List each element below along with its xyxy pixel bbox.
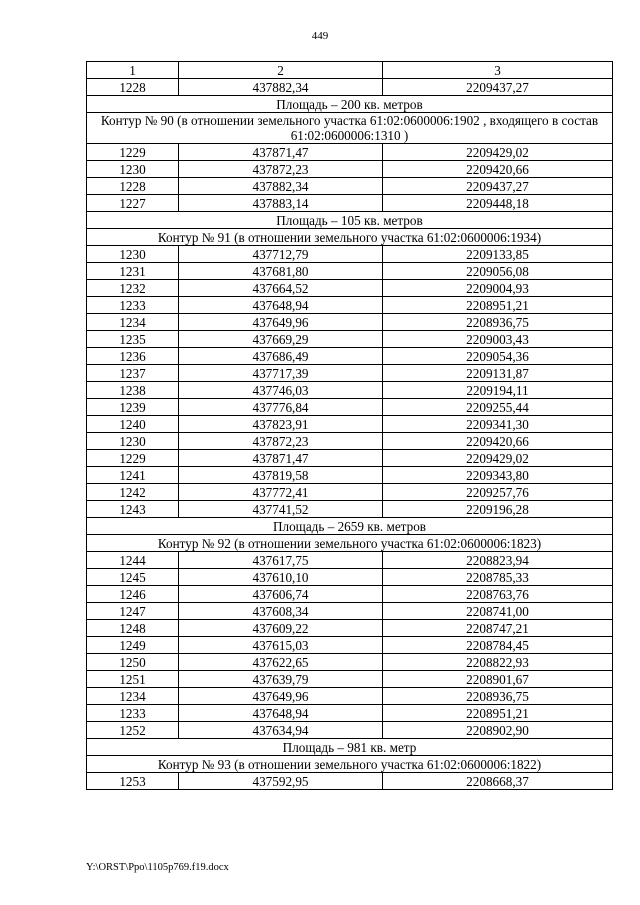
x-coordinate-cell: 437823,91	[179, 416, 383, 433]
x-coordinate-cell: 437717,39	[179, 365, 383, 382]
section-note-row	[87, 96, 613, 113]
section-note-row	[87, 756, 613, 773]
table-row	[87, 280, 613, 297]
x-coordinate-cell: 437648,94	[179, 705, 383, 722]
table-row	[87, 654, 613, 671]
table-row	[87, 246, 613, 263]
x-coordinate-cell: 437609,22	[179, 620, 383, 637]
y-coordinate-cell: 2208822,93	[383, 654, 613, 671]
y-coordinate-cell: 2209255,44	[383, 399, 613, 416]
table-row	[87, 552, 613, 569]
x-coordinate-cell: 437664,52	[179, 280, 383, 297]
y-coordinate-cell: 2208784,45	[383, 637, 613, 654]
y-coordinate-cell: 2208936,75	[383, 314, 613, 331]
point-number-cell: 1230	[87, 246, 179, 263]
y-coordinate-cell: 2209341,30	[383, 416, 613, 433]
table-row	[87, 603, 613, 620]
table-row	[87, 79, 613, 96]
point-number-cell: 1247	[87, 603, 179, 620]
x-coordinate-cell: 437746,03	[179, 382, 383, 399]
header-cell-point: 1	[87, 62, 179, 79]
section-note-row	[87, 535, 613, 552]
point-number-cell: 1231	[87, 263, 179, 280]
x-coordinate-cell: 437622,65	[179, 654, 383, 671]
coordinates-table-body	[87, 62, 613, 790]
y-coordinate-cell: 2209420,66	[383, 433, 613, 450]
point-number-cell: 1246	[87, 586, 179, 603]
x-coordinate-cell: 437883,14	[179, 195, 383, 212]
x-coordinate-cell: 437608,34	[179, 603, 383, 620]
point-number-cell: 1241	[87, 467, 179, 484]
coordinates-table	[86, 61, 613, 790]
point-number-cell: 1228	[87, 79, 179, 96]
table-row	[87, 586, 613, 603]
y-coordinate-cell: 2208936,75	[383, 688, 613, 705]
y-coordinate-cell: 2208668,37	[383, 773, 613, 790]
header-row	[87, 62, 613, 79]
y-coordinate-cell: 2209437,27	[383, 178, 613, 195]
y-coordinate-cell: 2209437,27	[383, 79, 613, 96]
y-coordinate-cell: 2209448,18	[383, 195, 613, 212]
point-number-cell: 1234	[87, 314, 179, 331]
y-coordinate-cell: 2209133,85	[383, 246, 613, 263]
header-cell-x: 2	[179, 62, 383, 79]
point-number-cell: 1229	[87, 450, 179, 467]
y-coordinate-cell: 2208747,21	[383, 620, 613, 637]
section-note: Площадь – 2659 кв. метров	[87, 518, 613, 535]
table-row	[87, 144, 613, 161]
table-row	[87, 416, 613, 433]
x-coordinate-cell: 437649,96	[179, 688, 383, 705]
y-coordinate-cell: 2209420,66	[383, 161, 613, 178]
y-coordinate-cell: 2209429,02	[383, 144, 613, 161]
point-number-cell: 1248	[87, 620, 179, 637]
point-number-cell: 1240	[87, 416, 179, 433]
point-number-cell: 1250	[87, 654, 179, 671]
section-note: Площадь – 981 кв. метр	[87, 739, 613, 756]
point-number-cell: 1229	[87, 144, 179, 161]
section-note: Контур № 91 (в отношении земельного участка 61:02:0600006:1934)	[87, 229, 613, 246]
point-number-cell: 1235	[87, 331, 179, 348]
table-row	[87, 620, 613, 637]
x-coordinate-cell: 437634,94	[179, 722, 383, 739]
section-note-row	[87, 212, 613, 229]
section-note: Площадь – 200 кв. метров	[87, 96, 613, 113]
page-number: 449	[311, 30, 329, 42]
point-number-cell: 1233	[87, 297, 179, 314]
table-row	[87, 195, 613, 212]
point-number-cell: 1245	[87, 569, 179, 586]
x-coordinate-cell: 437871,47	[179, 144, 383, 161]
table-row	[87, 178, 613, 195]
point-number-cell: 1242	[87, 484, 179, 501]
table-row	[87, 569, 613, 586]
point-number-cell: 1244	[87, 552, 179, 569]
x-coordinate-cell: 437712,79	[179, 246, 383, 263]
table-row	[87, 773, 613, 790]
y-coordinate-cell: 2209056,08	[383, 263, 613, 280]
table-row	[87, 450, 613, 467]
x-coordinate-cell: 437872,23	[179, 433, 383, 450]
x-coordinate-cell: 437871,47	[179, 450, 383, 467]
y-coordinate-cell: 2208823,94	[383, 552, 613, 569]
table-row	[87, 501, 613, 518]
x-coordinate-cell: 437669,29	[179, 331, 383, 348]
point-number-cell: 1230	[87, 433, 179, 450]
y-coordinate-cell: 2209054,36	[383, 348, 613, 365]
y-coordinate-cell: 2208741,00	[383, 603, 613, 620]
table-row	[87, 348, 613, 365]
y-coordinate-cell: 2208785,33	[383, 569, 613, 586]
y-coordinate-cell: 2209194,11	[383, 382, 613, 399]
table-row	[87, 705, 613, 722]
y-coordinate-cell: 2209257,76	[383, 484, 613, 501]
y-coordinate-cell: 2208763,76	[383, 586, 613, 603]
table-row	[87, 637, 613, 654]
point-number-cell: 1249	[87, 637, 179, 654]
point-number-cell: 1237	[87, 365, 179, 382]
point-number-cell: 1239	[87, 399, 179, 416]
x-coordinate-cell: 437882,34	[179, 178, 383, 195]
x-coordinate-cell: 437606,74	[179, 586, 383, 603]
point-number-cell: 1232	[87, 280, 179, 297]
point-number-cell: 1228	[87, 178, 179, 195]
x-coordinate-cell: 437681,80	[179, 263, 383, 280]
point-number-cell: 1238	[87, 382, 179, 399]
table-row	[87, 433, 613, 450]
x-coordinate-cell: 437776,84	[179, 399, 383, 416]
point-number-cell: 1234	[87, 688, 179, 705]
y-coordinate-cell: 2208902,90	[383, 722, 613, 739]
point-number-cell: 1230	[87, 161, 179, 178]
x-coordinate-cell: 437686,49	[179, 348, 383, 365]
y-coordinate-cell: 2209343,80	[383, 467, 613, 484]
section-note: Контур № 93 (в отношении земельного участка 61:02:0600006:1822)	[87, 756, 613, 773]
table-row	[87, 688, 613, 705]
x-coordinate-cell: 437639,79	[179, 671, 383, 688]
x-coordinate-cell: 437648,94	[179, 297, 383, 314]
table-row	[87, 263, 613, 280]
x-coordinate-cell: 437649,96	[179, 314, 383, 331]
point-number-cell: 1253	[87, 773, 179, 790]
section-note-row	[87, 229, 613, 246]
section-note-row	[87, 739, 613, 756]
header-cell-y: 3	[383, 62, 613, 79]
point-number-cell: 1227	[87, 195, 179, 212]
y-coordinate-cell: 2208901,67	[383, 671, 613, 688]
file-path-footer: Y:\ORST\Ppo\1105p769.f19.docx	[86, 862, 229, 873]
table-row	[87, 297, 613, 314]
y-coordinate-cell: 2208951,21	[383, 705, 613, 722]
point-number-cell: 1233	[87, 705, 179, 722]
y-coordinate-cell: 2208951,21	[383, 297, 613, 314]
table-row	[87, 484, 613, 501]
table-row	[87, 365, 613, 382]
point-number-cell: 1251	[87, 671, 179, 688]
table-row	[87, 722, 613, 739]
x-coordinate-cell: 437617,75	[179, 552, 383, 569]
table-row	[87, 467, 613, 484]
table-row	[87, 399, 613, 416]
section-note: Контур № 92 (в отношении земельного участка 61:02:0600006:1823)	[87, 535, 613, 552]
y-coordinate-cell: 2209429,02	[383, 450, 613, 467]
x-coordinate-cell: 437772,41	[179, 484, 383, 501]
point-number-cell: 1243	[87, 501, 179, 518]
x-coordinate-cell: 437882,34	[179, 79, 383, 96]
y-coordinate-cell: 2209196,28	[383, 501, 613, 518]
x-coordinate-cell: 437610,10	[179, 569, 383, 586]
y-coordinate-cell: 2209003,43	[383, 331, 613, 348]
y-coordinate-cell: 2209004,93	[383, 280, 613, 297]
x-coordinate-cell: 437615,03	[179, 637, 383, 654]
section-note-row	[87, 113, 613, 144]
section-note: Контур № 90 (в отношении земельного участка 61:02:0600006:1902 , входящего в состав 61:02:0600006:1310 )	[87, 113, 613, 144]
x-coordinate-cell: 437872,23	[179, 161, 383, 178]
x-coordinate-cell: 437819,58	[179, 467, 383, 484]
table-row	[87, 314, 613, 331]
point-number-cell: 1236	[87, 348, 179, 365]
point-number-cell: 1252	[87, 722, 179, 739]
section-note-row	[87, 518, 613, 535]
table-row	[87, 382, 613, 399]
table-row	[87, 161, 613, 178]
y-coordinate-cell: 2209131,87	[383, 365, 613, 382]
section-note: Площадь – 105 кв. метров	[87, 212, 613, 229]
x-coordinate-cell: 437592,95	[179, 773, 383, 790]
table-row	[87, 671, 613, 688]
table-row	[87, 331, 613, 348]
x-coordinate-cell: 437741,52	[179, 501, 383, 518]
